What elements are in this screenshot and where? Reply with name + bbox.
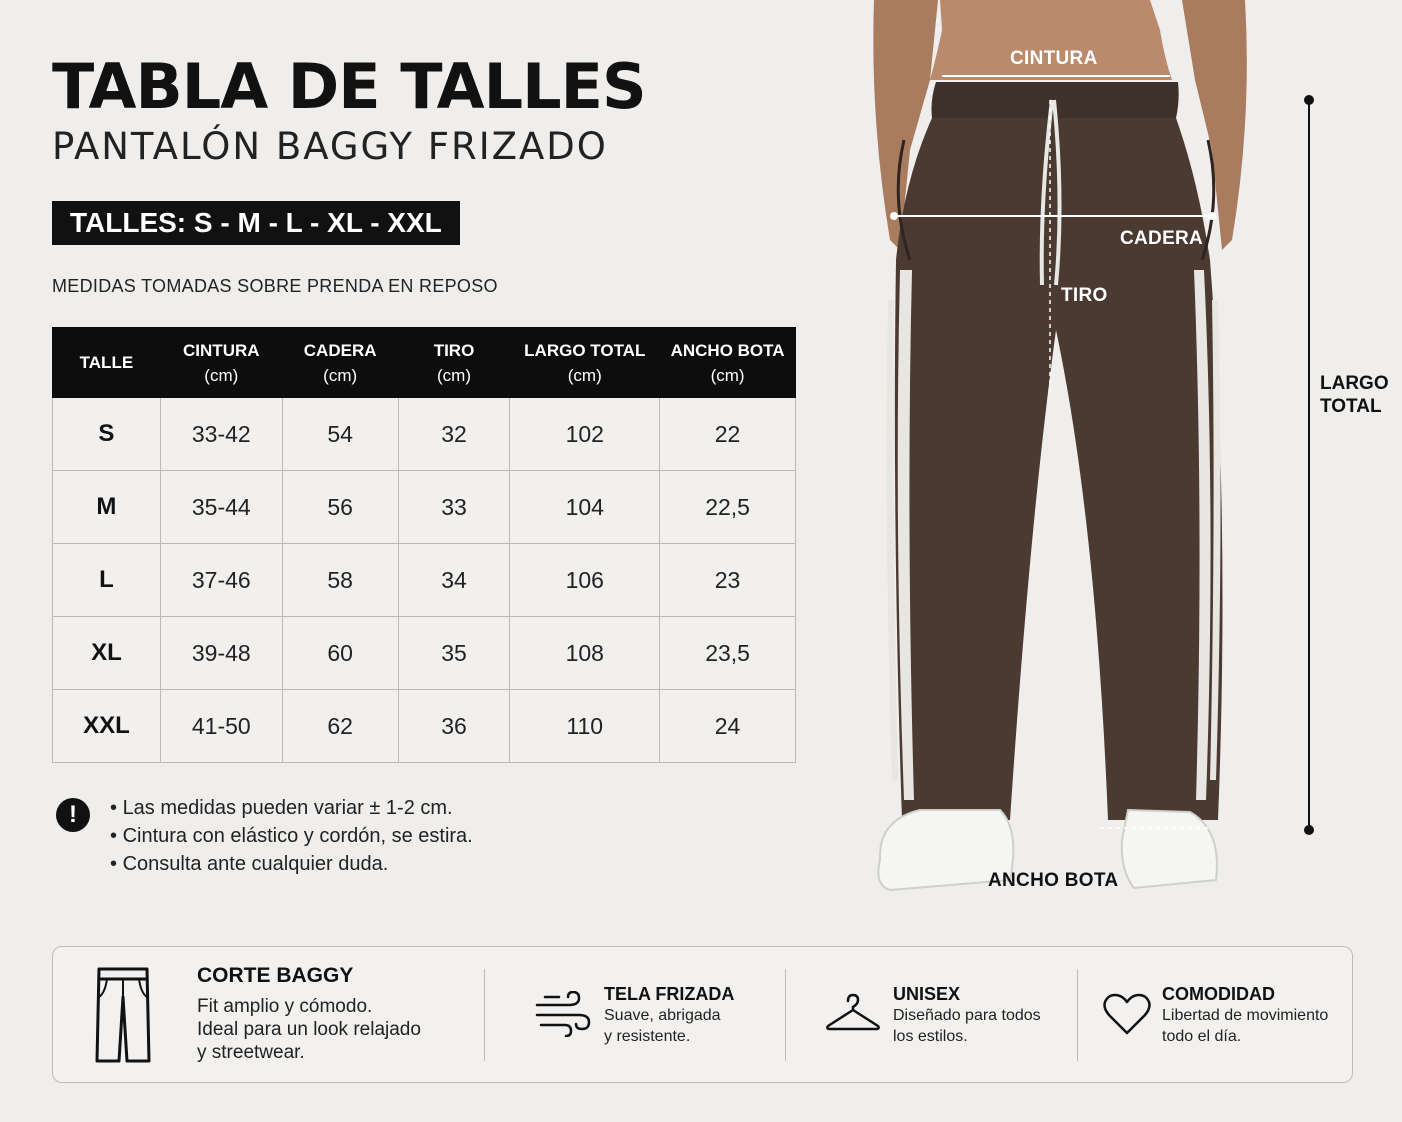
header-tiro: TIRO (cm) — [398, 328, 510, 398]
cell-cintura: 41-50 — [160, 690, 282, 763]
table-row — [53, 617, 796, 690]
feature-title: CORTE BAGGY — [197, 964, 354, 987]
size-table-header — [53, 328, 796, 398]
list-item: • Consulta ante cualquier duda. — [110, 850, 473, 878]
divider — [785, 969, 786, 1061]
table-row — [53, 398, 796, 471]
feature-desc: Libertad de movimiento — [1162, 1007, 1329, 1024]
cell-tiro: 33 — [398, 471, 510, 544]
cell-tiro: 34 — [398, 544, 510, 617]
cell-ancho-bota: 24 — [660, 690, 796, 763]
cell-cintura: 35-44 — [160, 471, 282, 544]
cell-size: M — [53, 471, 161, 544]
cell-largo-total: 104 — [510, 471, 660, 544]
cell-cadera: 62 — [282, 690, 398, 763]
size-table — [52, 327, 796, 763]
cell-largo-total: 108 — [510, 617, 660, 690]
feature-desc: y resistente. — [604, 1028, 691, 1045]
divider — [1077, 969, 1078, 1061]
measure-note: MEDIDAS TOMADAS SOBRE PRENDA EN REPOSO — [52, 276, 498, 296]
cell-size: XL — [53, 617, 161, 690]
table-row — [53, 471, 796, 544]
cell-cintura: 39-48 — [160, 617, 282, 690]
cell-ancho-bota: 22 — [660, 398, 796, 471]
cell-cadera: 60 — [282, 617, 398, 690]
feature-unisex — [893, 983, 1041, 1047]
cell-cintura: 37-46 — [160, 544, 282, 617]
pants-illustration — [860, 0, 1402, 910]
features-bar — [52, 946, 1353, 1083]
header-largo-total: LARGO TOTAL (cm) — [510, 328, 660, 398]
largo-total-label — [1320, 372, 1389, 418]
largo-dot-top — [1304, 95, 1314, 105]
pants-figure — [860, 0, 1402, 910]
divider — [484, 969, 485, 1061]
tiro-label: TIRO — [1061, 285, 1108, 306]
feature-tela-frizada — [604, 983, 734, 1047]
feature-desc: y streetwear. — [197, 1042, 305, 1063]
cell-size: XXL — [53, 690, 161, 763]
header-cintura: CINTURA (cm) — [160, 328, 282, 398]
cell-largo-total: 110 — [510, 690, 660, 763]
feature-desc: los estilos. — [893, 1028, 968, 1045]
cell-size: L — [53, 544, 161, 617]
cell-largo-total: 106 — [510, 544, 660, 617]
cell-cadera: 58 — [282, 544, 398, 617]
wind-icon — [535, 991, 591, 1042]
cell-ancho-bota: 23,5 — [660, 617, 796, 690]
cintura-label: CINTURA — [1010, 48, 1098, 69]
feature-desc: Ideal para un look relajado — [197, 1019, 421, 1040]
cell-tiro: 32 — [398, 398, 510, 471]
list-item: • Cintura con elástico y cordón, se estira. — [110, 822, 473, 850]
largo-dot-bottom — [1304, 825, 1314, 835]
table-row — [53, 544, 796, 617]
feature-desc: Diseñado para todos — [893, 1007, 1041, 1024]
hanger-icon — [826, 993, 880, 1036]
list-item: • Las medidas pueden variar ± 1-2 cm. — [110, 794, 473, 822]
ancho-bota-label: ANCHO BOTA — [988, 870, 1119, 891]
cell-tiro: 36 — [398, 690, 510, 763]
largo-label-line-1: LARGO — [1320, 373, 1389, 394]
page-subtitle: PANTALÓN BAGGY FRIZADO — [52, 125, 608, 168]
alert-icon: ! — [56, 798, 90, 832]
header-ancho-bota: ANCHO BOTA (cm) — [660, 328, 796, 398]
largo-total-line — [1308, 98, 1310, 830]
cell-cadera: 56 — [282, 471, 398, 544]
feature-title: COMODIDAD — [1162, 984, 1275, 1004]
cell-size: S — [53, 398, 161, 471]
notes-list — [110, 794, 473, 878]
heart-icon — [1103, 993, 1151, 1040]
feature-corte-baggy — [197, 965, 421, 1064]
feature-desc: todo el día. — [1162, 1028, 1242, 1045]
cell-ancho-bota: 23 — [660, 544, 796, 617]
table-row — [53, 690, 796, 763]
cell-largo-total: 102 — [510, 398, 660, 471]
cadera-dot-left — [890, 212, 898, 220]
feature-desc: Fit amplio y cómodo. — [197, 996, 373, 1017]
largo-label-line-2: TOTAL — [1320, 396, 1382, 417]
cell-cadera: 54 — [282, 398, 398, 471]
cell-ancho-bota: 22,5 — [660, 471, 796, 544]
cell-cintura: 33-42 — [160, 398, 282, 471]
header-talle: TALLE — [53, 328, 161, 398]
page-title: TABLA DE TALLES — [52, 50, 646, 123]
cadera-dot-right — [1208, 212, 1216, 220]
feature-comodidad — [1162, 983, 1328, 1047]
feature-desc: Suave, abrigada — [604, 1007, 721, 1024]
cadera-label: CADERA — [1120, 228, 1204, 249]
header-cadera: CADERA (cm) — [282, 328, 398, 398]
pants-icon — [93, 967, 153, 1068]
shoe-right — [1122, 810, 1217, 888]
cell-tiro: 35 — [398, 617, 510, 690]
feature-title: TELA FRIZADA — [604, 984, 735, 1004]
feature-title: UNISEX — [893, 984, 961, 1004]
sizes-badge: TALLES: S - M - L - XL - XXL — [52, 201, 460, 245]
